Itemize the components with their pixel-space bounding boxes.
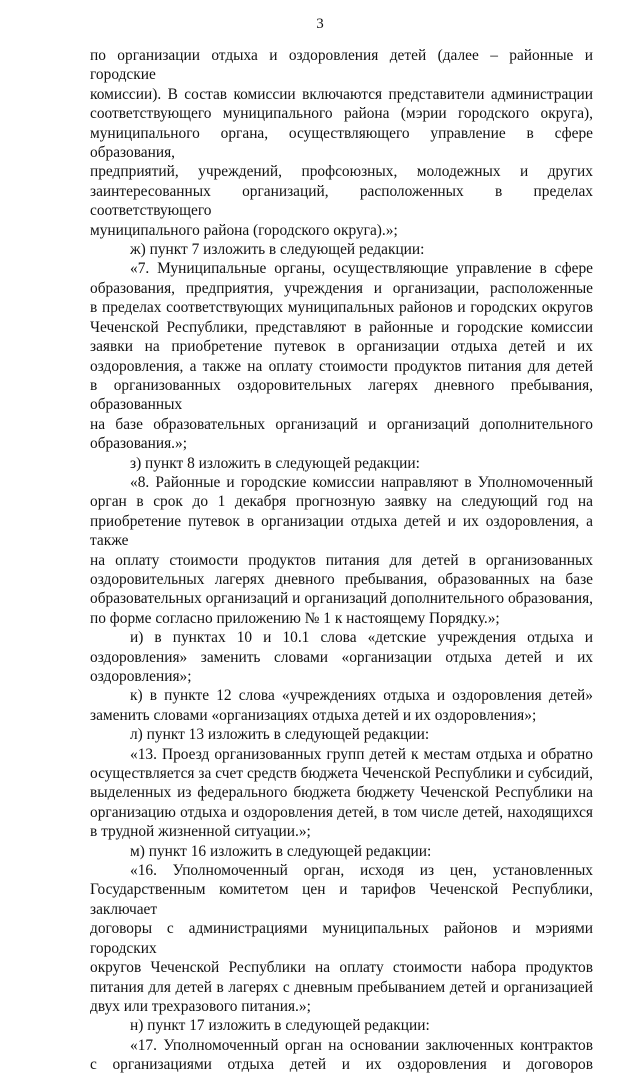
text-line: з) пункт 8 изложить в следующей редакции:	[130, 454, 420, 472]
page-number: 3	[316, 16, 324, 32]
text-line: в трудной жизненной ситуации.»;	[90, 823, 311, 841]
text-line: осуществляется за счет средств бюджета Чеченской Республики и субсидий,	[90, 765, 593, 783]
text-line: организацию отдыха и оздоровления детей, в том числе детей, находящихся	[90, 803, 593, 821]
text-line: «8. Районные и городские комиссии направляют в Уполномоченный	[130, 473, 593, 491]
text-line: в пределах соответствующих муниципальных районов и городских округов	[90, 299, 593, 317]
text-line: муниципального органа, осуществляющего управление в сфере образования,	[90, 124, 593, 162]
text-line: образовательных организаций и организаций дополнительного образования,	[90, 590, 593, 608]
text-line: питания для детей в лагерях с дневным пребыванием детей и организацией	[90, 978, 593, 996]
document-body	[90, 46, 593, 1075]
text-line: Чеченской Республики, представляют в районные и городские комиссии	[90, 318, 593, 336]
text-line: образования.»;	[90, 435, 188, 453]
text-line: «7. Муниципальные органы, осуществляющие управление в сфере	[130, 260, 593, 278]
text-line: ж) пункт 7 изложить в следующей редакции:	[130, 241, 425, 259]
text-line: к) в пункте 12 слова «учреждениях отдыха и оздоровления детей»	[130, 687, 593, 705]
text-line: комиссии). В состав комиссии включаются представители администрации	[90, 85, 593, 103]
text-line: предприятий, учреждений, профсоюзных, молодежных и других	[90, 163, 593, 181]
text-line: двух или трехразового питания.»;	[90, 997, 311, 1015]
text-line: оздоровительных лагерях дневного пребывания, образованных на базе	[90, 570, 593, 588]
text-line: «13. Проезд организованных групп детей к местам отдыха и обратно	[130, 745, 593, 763]
text-line: заменить словами «организациях отдыха детей и их оздоровления»;	[90, 706, 537, 724]
text-line: м) пункт 16 изложить в следующей редакции:	[130, 842, 432, 860]
text-line: в организованных оздоровительных лагерях дневного пребывания, образованных	[90, 376, 593, 414]
text-line: на базе образовательных организаций и организаций дополнительного	[90, 415, 593, 433]
text-line: на оплату стоимости продуктов питания для детей в организованных	[90, 551, 593, 569]
text-line: муниципального района (городского округа).»;	[90, 221, 398, 239]
text-line: заявки на приобретение путевок в организации отдыха детей и их	[90, 338, 593, 356]
text-line: округов Чеченской Республики на оплату стоимости набора продуктов	[90, 959, 593, 977]
text-line: оздоровления, а также на оплату стоимости продуктов питания для детей	[90, 357, 593, 375]
text-line: по форме согласно приложению № 1 к настоящему Порядку.»;	[90, 609, 500, 627]
text-line: оздоровления» заменить словами «организации отдыха детей и их оздоровления»;	[90, 648, 593, 685]
text-line: приобретение путевок в организации отдыха детей и их оздоровления, а также	[90, 512, 593, 550]
text-line: «16. Уполномоченный орган, исходя из цен, установленных	[130, 862, 593, 880]
text-line: выделенных из федерального бюджета бюджету Чеченской Республики на	[90, 784, 593, 802]
text-line: Государственным комитетом цен и тарифов Чеченской Республики, заключает	[90, 881, 593, 918]
text-line: договоры с администрациями муниципальных районов и мэриями городских	[90, 920, 593, 957]
text-line: соответствующего муниципального района (мэрии городского округа),	[90, 105, 593, 123]
text-line: н) пункт 17 изложить в следующей редакции:	[130, 1017, 430, 1035]
text-line: и) в пунктах 10 и 10.1 слова «детские учреждения отдыха и	[130, 629, 593, 647]
text-line: заинтересованных организаций, расположенных в пределах соответствующего	[90, 182, 593, 220]
text-line: орган в срок до 1 декабря прогнозную заявку на следующий год на	[90, 493, 593, 511]
text-line: с организациями отдыха детей и их оздоровления и договоров	[90, 1056, 593, 1074]
text-line: по организации отдыха и оздоровления детей (далее – районные и городские	[90, 47, 593, 84]
text-line: л) пункт 13 изложить в следующей редакции:	[130, 726, 430, 744]
text-line: образования, предприятия, учреждения и организации, расположенные	[90, 279, 593, 297]
text-line: «17. Уполномоченный орган на основании заключенных контрактов	[130, 1036, 593, 1054]
